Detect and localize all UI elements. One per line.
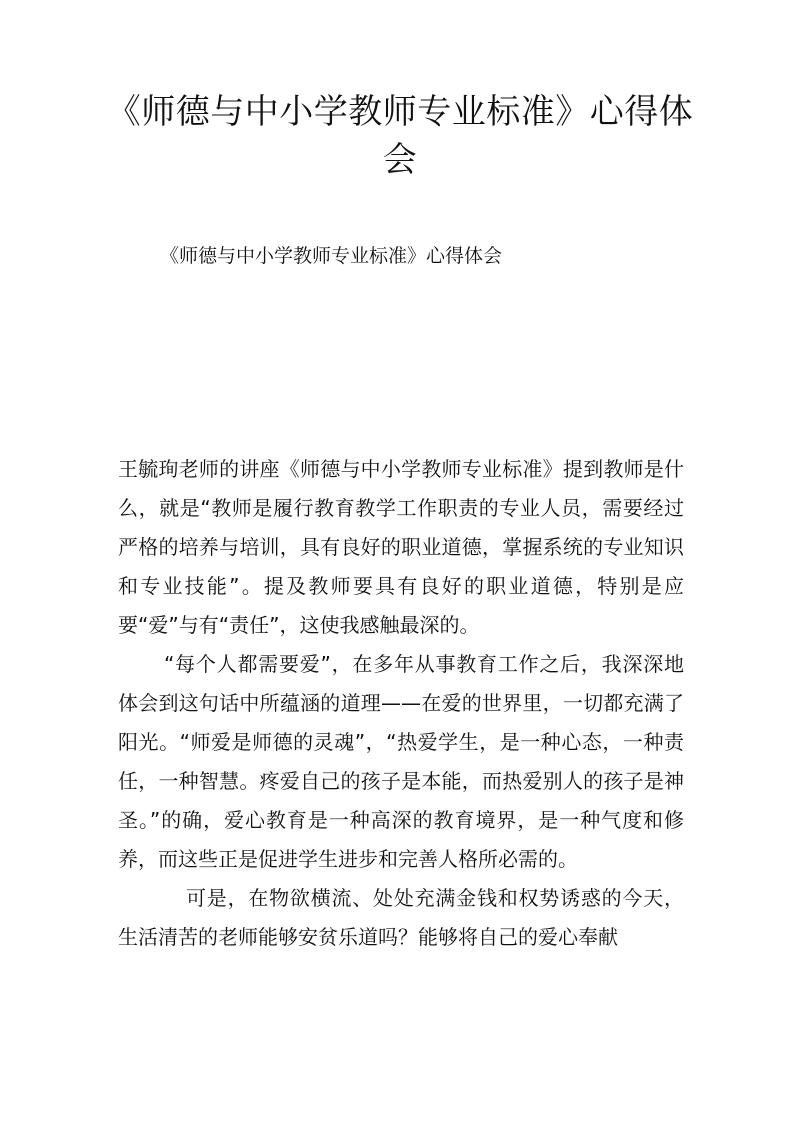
- document-subtitle: 《师德与中小学教师专业标准》心得体会: [160, 245, 503, 267]
- document-title: 《师德与中小学教师专业标准》心得体会: [106, 92, 694, 180]
- paragraph-2: “每个人都需要爱”，在多年从事教育工作之后，我深深地体会到这句话中所蕴涵的道理——在爱的世界里，一切都充满了阳光。“师爱是师德的灵魂”，“热爱学生，是一种心态，一种责任，一种智慧。疼爱自己的孩子是本能，而热爱别人的孩子是神圣。”的确，爱心教育是一种高深的教育境界，是一种气度和修养，而这些正是促进学生进步和完善人格所必需的。: [118, 652, 684, 871]
- paragraph-3: 可是，在物欲横流、处处充满金钱和权势诱惑的今天，生活清苦的老师能够安贫乐道吗？能够将自己的爱心奉献: [118, 886, 684, 949]
- paragraph-1: 王毓珣老师的讲座《师德与中小学教师专业标准》提到教师是什么，就是“教师是履行教育教学工作职责的专业人员，需要经过严格的培养与培训，具有良好的职业道德，掌握系统的专业知识和专业技能”。提及教师要具有良好的职业道德，特别是应要“爱”与有“责任”，这使我感触最深的。: [118, 457, 684, 637]
- document-body: [118, 450, 684, 957]
